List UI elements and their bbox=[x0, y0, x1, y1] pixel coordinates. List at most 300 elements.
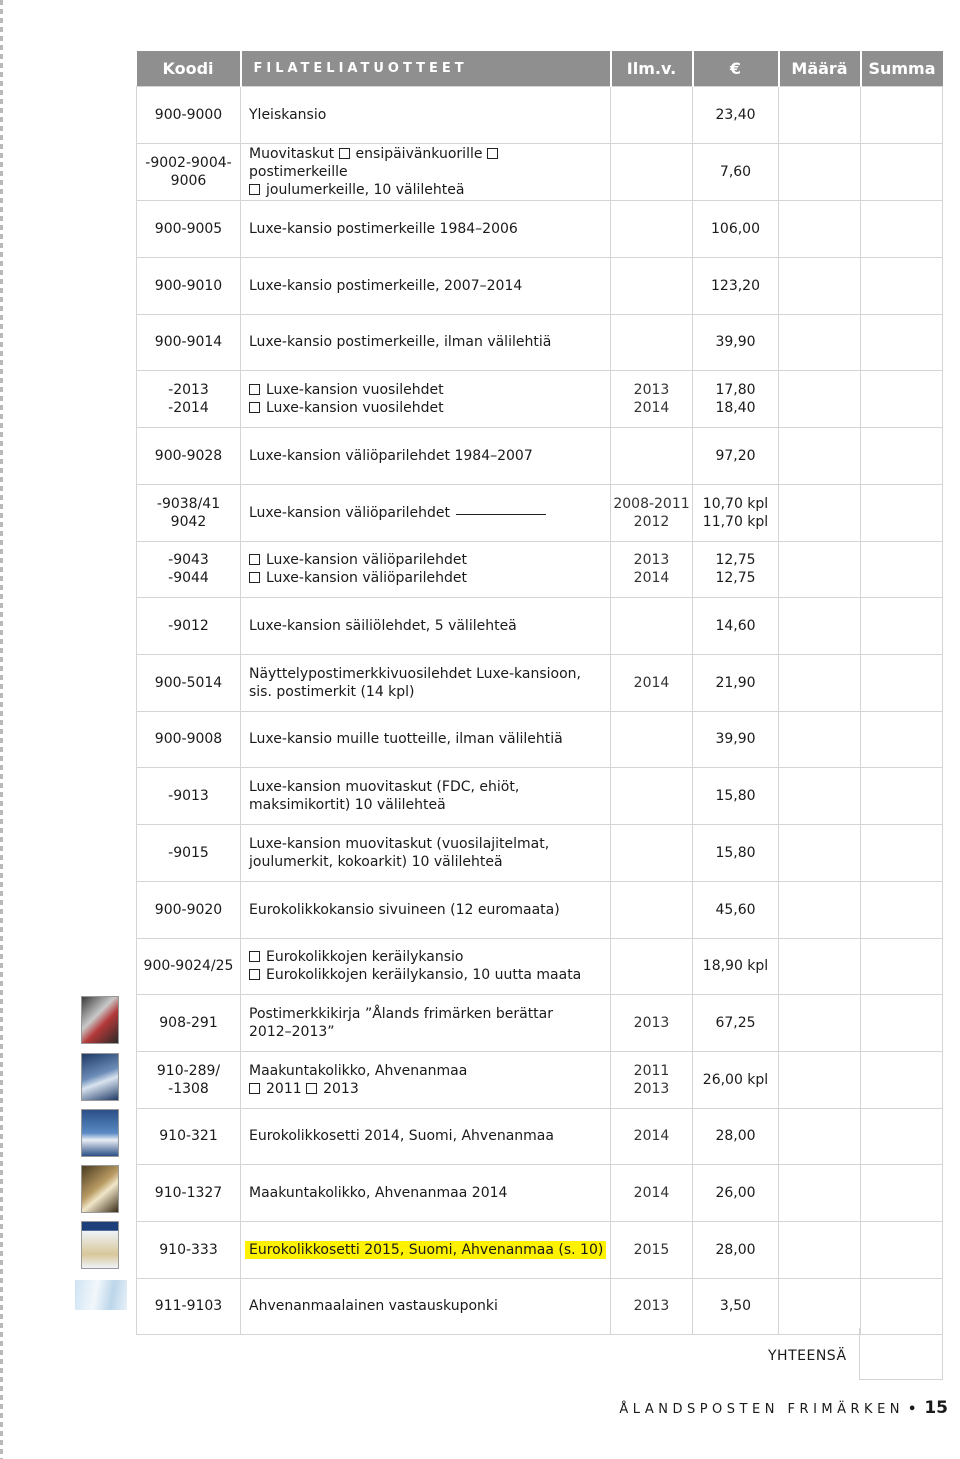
product-description bbox=[241, 597, 611, 654]
code-line: -9013 bbox=[168, 787, 209, 804]
code-line: -9044 bbox=[168, 570, 209, 586]
unit-price bbox=[693, 1278, 779, 1334]
description-text: Yleiskansio bbox=[249, 106, 327, 123]
sum-cell bbox=[861, 1108, 943, 1164]
description-text: Luxe-kansio postimerkeille 1984–2006 bbox=[249, 220, 518, 237]
description-line bbox=[249, 1184, 602, 1202]
issue-year bbox=[611, 1108, 693, 1164]
unit-price bbox=[693, 86, 779, 143]
table-row bbox=[137, 370, 943, 427]
description-line bbox=[249, 551, 602, 569]
description-line bbox=[249, 778, 602, 796]
code-line: 900-9000 bbox=[154, 106, 223, 123]
year-line: 2015 bbox=[633, 1241, 670, 1258]
sum-cell bbox=[861, 938, 943, 994]
year-line: 2014 bbox=[633, 570, 670, 586]
unit-price bbox=[693, 1051, 779, 1108]
quantity-cell[interactable] bbox=[779, 427, 861, 484]
product-code bbox=[137, 654, 241, 711]
unit-price bbox=[693, 257, 779, 314]
product-description bbox=[241, 541, 611, 597]
footer-bullet: • bbox=[908, 1402, 917, 1417]
option-label: 2013 bbox=[323, 1080, 359, 1097]
code-line: 908-291 bbox=[159, 1014, 218, 1031]
table-row bbox=[137, 1164, 943, 1221]
sum-cell bbox=[861, 1278, 943, 1334]
product-code bbox=[137, 881, 241, 938]
issue-year bbox=[611, 484, 693, 541]
sum-cell bbox=[861, 597, 943, 654]
unit-price bbox=[693, 541, 779, 597]
product-code bbox=[137, 1164, 241, 1221]
description-line bbox=[249, 1005, 602, 1023]
code-line: 900-5014 bbox=[154, 674, 223, 691]
product-code bbox=[137, 541, 241, 597]
product-description bbox=[241, 711, 611, 767]
total-input-box[interactable] bbox=[859, 1328, 943, 1380]
quantity-cell[interactable] bbox=[779, 597, 861, 654]
product-description bbox=[241, 938, 611, 994]
table-row bbox=[137, 427, 943, 484]
code-line: -2013 bbox=[168, 381, 209, 398]
price-line: 97,20 bbox=[715, 447, 756, 464]
description-text: joulumerkit, kokoarkit) 10 välilehteä bbox=[249, 853, 503, 870]
quantity-cell[interactable] bbox=[779, 767, 861, 824]
price-line: 14,60 bbox=[715, 617, 756, 634]
price-line: 18,40 bbox=[715, 399, 756, 416]
option-label: 2011 bbox=[266, 1080, 307, 1097]
description-line bbox=[249, 683, 602, 701]
description-line bbox=[249, 665, 602, 683]
issue-year bbox=[611, 200, 693, 257]
quantity-cell[interactable] bbox=[779, 257, 861, 314]
price-line: 3,50 bbox=[719, 1298, 752, 1314]
price-line: 7,60 bbox=[719, 163, 752, 180]
sum-cell bbox=[861, 1051, 943, 1108]
product-code bbox=[137, 1221, 241, 1278]
table-row bbox=[137, 86, 943, 143]
description-text: Maakuntakolikko, Ahvenanmaa bbox=[249, 1062, 468, 1079]
code-line: 9006 bbox=[170, 172, 207, 189]
sum-cell bbox=[861, 881, 943, 938]
unit-price bbox=[693, 654, 779, 711]
quantity-cell[interactable] bbox=[779, 86, 861, 143]
table-row bbox=[137, 654, 943, 711]
quantity-cell[interactable] bbox=[779, 143, 861, 200]
issue-year bbox=[611, 143, 693, 200]
quantity-cell[interactable] bbox=[779, 314, 861, 370]
year-line: 2011 bbox=[633, 1062, 670, 1079]
quantity-cell[interactable] bbox=[779, 200, 861, 257]
price-line: 15,80 bbox=[715, 787, 756, 804]
description-line bbox=[249, 901, 602, 919]
table-row bbox=[137, 767, 943, 824]
checkbox[interactable] bbox=[249, 384, 260, 395]
table-row bbox=[137, 484, 943, 541]
issue-year bbox=[611, 654, 693, 711]
option-label: ensipäivänkuorille bbox=[355, 145, 487, 162]
issue-year bbox=[611, 86, 693, 143]
description-line bbox=[249, 966, 602, 984]
checkbox[interactable] bbox=[339, 148, 350, 159]
quantity-cell[interactable] bbox=[779, 1278, 861, 1334]
product-description bbox=[241, 314, 611, 370]
description-text: Luxe-kansion muovitaskut (vuosilajitelmat, bbox=[249, 835, 550, 852]
sum-cell bbox=[861, 767, 943, 824]
product-description bbox=[241, 1164, 611, 1221]
description-text: 2012–2013” bbox=[249, 1023, 335, 1040]
quantity-cell[interactable] bbox=[779, 938, 861, 994]
unit-price bbox=[693, 938, 779, 994]
issue-year bbox=[611, 427, 693, 484]
year-line: 2013 bbox=[633, 1014, 670, 1031]
unit-price bbox=[693, 370, 779, 427]
code-line: 910-333 bbox=[159, 1241, 218, 1258]
price-line: 26,00 kpl bbox=[702, 1071, 769, 1088]
unit-price bbox=[693, 711, 779, 767]
product-description bbox=[241, 1221, 611, 1278]
quantity-cell[interactable] bbox=[779, 1221, 861, 1278]
unit-price bbox=[693, 314, 779, 370]
unit-price bbox=[693, 767, 779, 824]
description-text: Eurokolikkokansio sivuineen (12 euromaata) bbox=[249, 901, 560, 918]
option-label: Luxe-kansion väliöparilehdet bbox=[266, 570, 468, 586]
price-line: 12,75 bbox=[715, 552, 756, 568]
option-label: Luxe-kansion vuosilehdet bbox=[266, 381, 444, 398]
description-text: Luxe-kansion väliöparilehdet bbox=[249, 504, 451, 521]
product-code bbox=[137, 200, 241, 257]
description-line bbox=[249, 277, 602, 295]
option-label: Luxe-kansion väliöparilehdet bbox=[266, 552, 468, 568]
product-code bbox=[137, 257, 241, 314]
description-line bbox=[249, 948, 602, 966]
code-line: 900-9005 bbox=[154, 220, 223, 237]
code-line: 911-9103 bbox=[154, 1298, 223, 1314]
unit-price bbox=[693, 824, 779, 881]
checkbox[interactable] bbox=[306, 1083, 317, 1094]
unit-price bbox=[693, 1108, 779, 1164]
price-line: 15,80 bbox=[715, 844, 756, 861]
header-year: Ilm.v. bbox=[611, 51, 693, 86]
unit-price bbox=[693, 1164, 779, 1221]
product-description bbox=[241, 200, 611, 257]
table-header-row bbox=[137, 51, 943, 86]
product-table bbox=[136, 51, 943, 1335]
product-code bbox=[137, 484, 241, 541]
code-line: -9012 bbox=[168, 617, 209, 634]
price-line: 26,00 bbox=[715, 1184, 756, 1201]
product-description bbox=[241, 484, 611, 541]
sum-cell bbox=[861, 314, 943, 370]
description-line bbox=[249, 381, 602, 399]
code-line: 900-9008 bbox=[154, 731, 223, 747]
price-line: 28,00 bbox=[715, 1128, 756, 1144]
issue-year bbox=[611, 994, 693, 1051]
product-code bbox=[137, 824, 241, 881]
description-text: Eurokolikkosetti 2015, Suomi, Ahvenanmaa (s. 10) bbox=[249, 1241, 604, 1258]
sum-cell bbox=[861, 824, 943, 881]
table-row bbox=[137, 597, 943, 654]
description-text: Eurokolikkosetti 2014, Suomi, Ahvenanmaa bbox=[249, 1128, 554, 1144]
price-line: 10,70 kpl bbox=[702, 495, 769, 512]
code-line: 910-321 bbox=[159, 1128, 218, 1144]
product-code bbox=[137, 370, 241, 427]
year-line: 2014 bbox=[633, 1128, 670, 1144]
product-code bbox=[137, 597, 241, 654]
sum-cell bbox=[861, 711, 943, 767]
sum-cell bbox=[861, 257, 943, 314]
option-label: Eurokolikkojen keräilykansio, 10 uutta maata bbox=[266, 967, 582, 983]
sum-cell bbox=[861, 541, 943, 597]
checkbox[interactable] bbox=[249, 1083, 260, 1094]
code-line: -9015 bbox=[168, 844, 209, 861]
price-line: 67,25 bbox=[715, 1014, 756, 1031]
year-line: 2014 bbox=[633, 399, 670, 416]
code-line: 900-9028 bbox=[154, 447, 223, 464]
product-code bbox=[137, 1051, 241, 1108]
product-code bbox=[137, 767, 241, 824]
option-label: postimerkeille bbox=[249, 163, 348, 180]
code-line: 9042 bbox=[170, 513, 207, 530]
description-text: Luxe-kansio postimerkeille, ilman välilehtiä bbox=[249, 334, 552, 350]
product-description bbox=[241, 370, 611, 427]
product-code bbox=[137, 86, 241, 143]
option-label: joulumerkeille, 10 välilehteä bbox=[266, 181, 465, 198]
unit-price bbox=[693, 143, 779, 200]
option-label: Muovitaskut bbox=[249, 145, 339, 162]
code-line: -2014 bbox=[168, 399, 209, 416]
option-label: Luxe-kansion vuosilehdet bbox=[266, 399, 444, 416]
product-description bbox=[241, 824, 611, 881]
quantity-cell[interactable] bbox=[779, 1164, 861, 1221]
issue-year bbox=[611, 370, 693, 427]
checkbox[interactable] bbox=[249, 184, 260, 195]
code-line: 910-1327 bbox=[154, 1184, 223, 1201]
sum-cell bbox=[861, 200, 943, 257]
header-price: € bbox=[693, 51, 779, 86]
table-row bbox=[137, 1278, 943, 1334]
sum-cell bbox=[861, 1221, 943, 1278]
description-line bbox=[249, 145, 602, 181]
product-code bbox=[137, 1278, 241, 1334]
coin-set-thumbnail-2014 bbox=[81, 1109, 119, 1157]
year-line: 2008-2011 bbox=[613, 495, 690, 512]
coin-set-thumbnail-2015 bbox=[81, 1221, 119, 1269]
sum-cell bbox=[861, 143, 943, 200]
description-line bbox=[249, 504, 602, 522]
code-line: -9002-9004- bbox=[145, 154, 232, 171]
table-row bbox=[137, 881, 943, 938]
table-row bbox=[137, 1051, 943, 1108]
product-description bbox=[241, 767, 611, 824]
price-line: 123,20 bbox=[711, 277, 760, 294]
table-row bbox=[137, 541, 943, 597]
issue-year bbox=[611, 824, 693, 881]
issue-year bbox=[611, 257, 693, 314]
fill-in-line bbox=[456, 514, 546, 515]
description-text: Luxe-kansio postimerkeille, 2007–2014 bbox=[249, 277, 523, 294]
product-description bbox=[241, 1278, 611, 1334]
price-line: 17,80 bbox=[715, 381, 756, 398]
description-text: sis. postimerkit (14 kpl) bbox=[249, 683, 415, 700]
checkbox[interactable] bbox=[249, 969, 260, 980]
page-footer bbox=[619, 1398, 948, 1418]
checkbox[interactable] bbox=[249, 554, 260, 565]
book-cover-thumbnail bbox=[81, 996, 119, 1044]
coin-thumbnail-2011 bbox=[81, 1053, 119, 1101]
year-line: 2014 bbox=[633, 674, 670, 691]
issue-year bbox=[611, 1164, 693, 1221]
description-text: Ahvenanmaalainen vastauskuponki bbox=[249, 1298, 498, 1314]
unit-price bbox=[693, 484, 779, 541]
description-line bbox=[249, 181, 602, 199]
table-row bbox=[137, 1221, 943, 1278]
code-line: 910-289/ bbox=[156, 1062, 221, 1079]
issue-year bbox=[611, 1278, 693, 1334]
sum-cell bbox=[861, 370, 943, 427]
sum-cell bbox=[861, 86, 943, 143]
price-line: 39,90 bbox=[715, 731, 756, 747]
year-line: 2013 bbox=[633, 1298, 670, 1314]
table-row bbox=[137, 711, 943, 767]
quantity-cell[interactable] bbox=[779, 881, 861, 938]
table-row bbox=[137, 314, 943, 370]
checkbox[interactable] bbox=[487, 148, 498, 159]
description-line bbox=[249, 447, 602, 465]
issue-year bbox=[611, 1221, 693, 1278]
code-line: 900-9010 bbox=[154, 277, 223, 294]
table-row bbox=[137, 143, 943, 200]
quantity-cell[interactable] bbox=[779, 654, 861, 711]
price-line: 23,40 bbox=[715, 106, 756, 123]
code-line: -1308 bbox=[168, 1080, 209, 1097]
issue-year bbox=[611, 711, 693, 767]
table-row bbox=[137, 824, 943, 881]
product-description bbox=[241, 427, 611, 484]
sum-cell bbox=[861, 994, 943, 1051]
price-line: 18,90 kpl bbox=[702, 958, 769, 974]
description-line bbox=[249, 399, 602, 417]
issue-year bbox=[611, 938, 693, 994]
product-description bbox=[241, 86, 611, 143]
product-description bbox=[241, 143, 611, 200]
page-number: 15 bbox=[924, 1398, 948, 1418]
product-code bbox=[137, 1108, 241, 1164]
table-row bbox=[137, 257, 943, 314]
checkbox[interactable] bbox=[249, 402, 260, 413]
price-line: 12,75 bbox=[715, 570, 756, 586]
price-line: 39,90 bbox=[715, 334, 756, 350]
footer-brand: ÅLANDSPOSTEN FRIMÄRKEN bbox=[619, 1402, 905, 1417]
code-line: -9038/41 bbox=[156, 495, 221, 512]
year-line: 2013 bbox=[633, 1080, 670, 1097]
product-description bbox=[241, 654, 611, 711]
quantity-cell[interactable] bbox=[779, 370, 861, 427]
option-label: Eurokolikkojen keräilykansio bbox=[266, 949, 464, 965]
issue-year bbox=[611, 314, 693, 370]
highlighted-line bbox=[245, 1241, 606, 1259]
description-text: Luxe-kansio muille tuotteille, ilman välilehtiä bbox=[249, 731, 563, 747]
description-line bbox=[249, 853, 602, 871]
product-code bbox=[137, 314, 241, 370]
quantity-cell[interactable] bbox=[779, 711, 861, 767]
description-line bbox=[249, 569, 602, 587]
price-line: 106,00 bbox=[711, 220, 760, 237]
product-code bbox=[137, 938, 241, 994]
product-code bbox=[137, 143, 241, 200]
checkbox[interactable] bbox=[249, 572, 260, 583]
description-line bbox=[249, 220, 602, 238]
code-line: 900-9020 bbox=[154, 901, 223, 918]
page-edge-marks bbox=[0, 0, 3, 1459]
description-line bbox=[249, 796, 602, 814]
description-line bbox=[249, 730, 602, 748]
issue-year bbox=[611, 1051, 693, 1108]
description-line bbox=[249, 617, 602, 635]
year-line: 2013 bbox=[633, 381, 670, 398]
issue-year bbox=[611, 767, 693, 824]
description-line bbox=[249, 1080, 602, 1098]
description-line bbox=[249, 1297, 602, 1315]
description-text: Luxe-kansion muovitaskut (FDC, ehiöt, bbox=[249, 778, 520, 795]
quantity-cell[interactable] bbox=[779, 1051, 861, 1108]
price-line: 11,70 kpl bbox=[702, 513, 769, 530]
description-line bbox=[249, 1023, 602, 1041]
description-line bbox=[249, 835, 602, 853]
issue-year bbox=[611, 881, 693, 938]
quantity-cell[interactable] bbox=[779, 484, 861, 541]
description-line bbox=[249, 333, 602, 351]
product-code bbox=[137, 994, 241, 1051]
description-text: Postimerkkikirja ”Ålands frimärken berättar bbox=[249, 1005, 554, 1022]
price-line: 21,90 bbox=[715, 674, 756, 691]
total-label: YHTEENSÄ bbox=[768, 1348, 847, 1364]
product-description bbox=[241, 1051, 611, 1108]
table-row bbox=[137, 994, 943, 1051]
quantity-cell[interactable] bbox=[779, 824, 861, 881]
unit-price bbox=[693, 597, 779, 654]
description-line bbox=[249, 1127, 602, 1145]
code-line: 900-9024/25 bbox=[143, 958, 234, 974]
coin-thumbnail-2014 bbox=[81, 1165, 119, 1213]
product-description bbox=[241, 994, 611, 1051]
sum-cell bbox=[861, 427, 943, 484]
sum-cell bbox=[861, 654, 943, 711]
unit-price bbox=[693, 1221, 779, 1278]
description-line bbox=[249, 1062, 602, 1080]
header-sum: Summa bbox=[861, 51, 943, 86]
code-line: 900-9014 bbox=[154, 334, 223, 350]
quantity-cell[interactable] bbox=[779, 541, 861, 597]
sum-cell bbox=[861, 1164, 943, 1221]
year-line: 2014 bbox=[633, 1184, 670, 1201]
header-description: FILATELIATUOTTEET bbox=[241, 51, 611, 86]
product-description bbox=[241, 881, 611, 938]
product-code bbox=[137, 711, 241, 767]
quantity-cell[interactable] bbox=[779, 994, 861, 1051]
description-line bbox=[249, 106, 602, 124]
description-text: maksimikortit) 10 välilehteä bbox=[249, 796, 446, 813]
price-line: 28,00 bbox=[715, 1241, 756, 1258]
description-text: Näyttelypostimerkkivuosilehdet Luxe-kansioon, bbox=[249, 665, 581, 682]
checkbox[interactable] bbox=[249, 951, 260, 962]
product-description bbox=[241, 1108, 611, 1164]
unit-price bbox=[693, 427, 779, 484]
description-text: Luxe-kansion väliöparilehdet 1984–2007 bbox=[249, 447, 533, 464]
quantity-cell[interactable] bbox=[779, 1108, 861, 1164]
year-line: 2012 bbox=[633, 513, 670, 530]
header-amount: Määrä bbox=[779, 51, 861, 86]
